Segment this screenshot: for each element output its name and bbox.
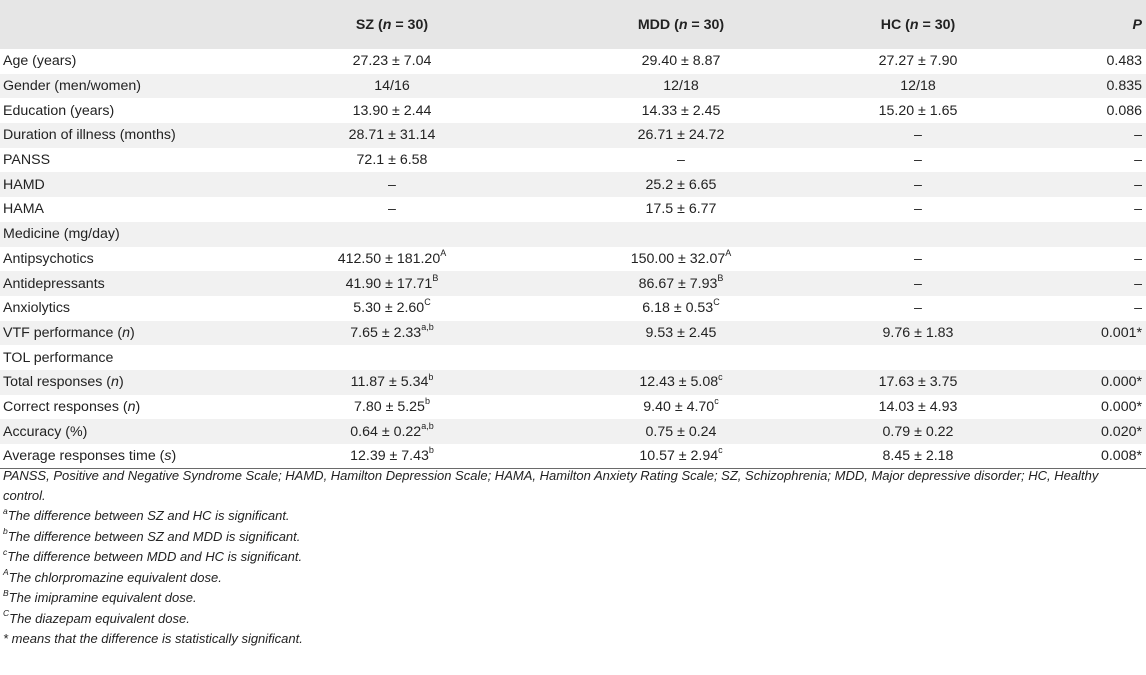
cell-p-value: 0.020* xyxy=(1100,423,1142,440)
cell-sz: – xyxy=(388,176,396,193)
row-label: Gender (men/women) xyxy=(3,78,141,95)
cell-sz: 14/16 xyxy=(374,78,410,95)
cell-sz: 7.80 ± 5.25$^b$ xyxy=(354,396,430,415)
row-label: PANSS xyxy=(3,152,51,169)
cell-sz: $0.64 \pm 0.22^{a,b}$ xyxy=(350,420,434,440)
cell-p-value: – xyxy=(1134,176,1142,193)
table-row xyxy=(0,222,1146,247)
cell-mdd: $6.18 \pm 0.53^C$ xyxy=(642,297,720,317)
footnote: $^C$The diazepam equivalent dose. xyxy=(3,608,190,626)
cell-p-value: – xyxy=(1134,127,1142,144)
row-label: Correct responses (n) xyxy=(3,398,141,415)
table-row xyxy=(0,419,1146,444)
cell-sz xyxy=(222,222,562,247)
table-row xyxy=(0,123,1146,148)
table-header-row xyxy=(0,0,1146,49)
cell-sz: $5.30 \pm 2.60^C$ xyxy=(353,297,431,317)
row-label: TOL performance xyxy=(3,349,114,366)
cell-mdd: 14.33 ± 2.45 xyxy=(641,102,721,119)
cell-mdd: – xyxy=(677,152,685,169)
cell-hc xyxy=(800,222,1036,247)
cell-mdd: 9.40 ± 4.70$^c$ xyxy=(643,396,719,415)
row-label: Medicine (mg/day) xyxy=(3,226,120,243)
table-row xyxy=(0,247,1146,272)
table-row xyxy=(0,321,1146,346)
cell-mdd: 29.40 ± 8.87 xyxy=(641,53,721,70)
cell-p-value: 0.000* xyxy=(1100,398,1142,415)
row-label: Education (years) xyxy=(3,102,115,119)
cell-sz: – xyxy=(388,201,396,218)
row-label: Accuracy (%) xyxy=(3,423,88,440)
row-label: Antipsychotics xyxy=(3,250,94,267)
header-p-value: P xyxy=(1132,16,1142,33)
cell-sz xyxy=(222,345,562,370)
cell-mdd: $86.67 \pm 7.93^B$ xyxy=(638,272,724,292)
cell-mdd: 12/18 xyxy=(663,78,699,95)
cell-p-value: – xyxy=(1134,300,1142,317)
table-row xyxy=(0,271,1146,296)
cell-mdd xyxy=(562,222,800,247)
cell-hc: 15.20 ± 1.65 xyxy=(878,102,958,119)
cell-hc: 17.63 ± 3.75 xyxy=(878,374,958,391)
footnote: $^A$The chlorpromazine equivalent dose. xyxy=(3,567,222,585)
table-row xyxy=(0,444,1146,469)
footnote: * means that the difference is statistically significant. xyxy=(3,631,303,646)
table-row xyxy=(0,49,1146,74)
cell-sz: 12.39 ± 7.43$^b$ xyxy=(350,445,434,465)
abbreviations-note: PANSS, Positive and Negative Syndrome Scale; HAMD, Hamilton Depression Scale; HAMA, Hamilton Anxiety Rating Scale; SZ, Schizophrenia; MDD, Major depressive disorder; HC, Healthy control. xyxy=(3,468,1099,503)
row-label: HAMD xyxy=(3,176,45,193)
cell-p-value: 0.483 xyxy=(1106,53,1142,70)
cell-hc: 8.45 ± 2.18 xyxy=(882,448,954,465)
row-label: Anxiolytics xyxy=(3,300,71,317)
row-label: VTF performance (n) xyxy=(3,324,135,341)
table-row xyxy=(0,172,1146,197)
cell-mdd: 26.71 ± 24.72 xyxy=(637,127,725,144)
cell-sz: $7.65 \pm 2.33^{a,b}$ xyxy=(350,322,434,341)
cell-sz: 11.87 ± 5.34$^b$ xyxy=(350,371,434,391)
cell-sz: 28.71 ± 31.14 xyxy=(348,127,436,144)
cell-mdd: $150.00 \pm 32.07^A$ xyxy=(630,248,732,267)
table-notes xyxy=(3,466,1141,650)
footnote: $^B$The imipramine equivalent dose. xyxy=(3,587,197,605)
table-row xyxy=(0,98,1146,123)
cell-hc: 0.79 ± 0.22 xyxy=(882,423,954,440)
cell-p-value: – xyxy=(1134,201,1142,218)
cell-p-value: 0.000* xyxy=(1100,374,1142,391)
header-variable xyxy=(0,0,222,49)
cell-mdd: 9.53 ± 2.45 xyxy=(645,324,717,341)
cell-hc: 27.27 ± 7.90 xyxy=(878,53,958,70)
row-label: HAMA xyxy=(3,201,44,218)
cell-mdd: 10.57 ± 2.94$^c$ xyxy=(639,445,723,465)
cell-hc: – xyxy=(914,275,922,292)
cell-p-value: – xyxy=(1134,250,1142,267)
header-mdd: MDD (n = 30) xyxy=(637,16,725,33)
row-label: Age (years) xyxy=(3,53,77,70)
cell-hc xyxy=(800,345,1036,370)
cell-sz: 72.1 ± 6.58 xyxy=(356,152,428,169)
row-label: Average responses time (s) xyxy=(3,448,177,465)
cell-hc: – xyxy=(914,250,922,267)
footnote: $^a$The difference between SZ and HC is significant. xyxy=(3,505,290,523)
cell-hc: 14.03 ± 4.93 xyxy=(878,398,958,415)
cell-hc: 12/18 xyxy=(900,78,936,95)
cell-p-value: 0.835 xyxy=(1106,78,1142,95)
row-label: Total responses (n) xyxy=(3,374,124,391)
cell-p-value: 0.086 xyxy=(1106,102,1142,119)
footnote: $^b$The difference between SZ and MDD is significant. xyxy=(3,526,301,544)
cell-p-value: 0.001* xyxy=(1100,324,1142,341)
cell-hc: – xyxy=(914,300,922,317)
cell-mdd xyxy=(562,345,800,370)
table-row xyxy=(0,345,1146,370)
cell-mdd: 25.2 ± 6.65 xyxy=(645,176,717,193)
cell-p-value: – xyxy=(1134,275,1142,292)
cell-hc: – xyxy=(914,127,922,144)
cell-p-value: – xyxy=(1134,152,1142,169)
cell-p-value xyxy=(1036,345,1146,370)
row-label: Antidepressants xyxy=(3,275,105,292)
footnote: $^c$The difference between MDD and HC is significant. xyxy=(3,546,303,564)
cell-sz: $41.90 \pm 17.71^B$ xyxy=(345,272,439,292)
cell-sz: 27.23 ± 7.04 xyxy=(352,53,432,70)
table-row xyxy=(0,197,1146,222)
table-row xyxy=(0,395,1146,420)
cell-hc: – xyxy=(914,176,922,193)
cell-mdd: 0.75 ± 0.24 xyxy=(645,423,717,440)
cell-hc: – xyxy=(914,201,922,218)
table-body xyxy=(0,49,1146,469)
header-hc: HC (n = 30) xyxy=(880,16,956,33)
cell-mdd: 12.43 ± 5.08$^c$ xyxy=(639,371,723,391)
cell-mdd: 17.5 ± 6.77 xyxy=(645,201,717,218)
table-row xyxy=(0,370,1146,395)
cell-sz: $412.50 \pm 181.20^A$ xyxy=(337,248,447,267)
cell-hc: – xyxy=(914,152,922,169)
table-row xyxy=(0,148,1146,173)
cell-p-value xyxy=(1036,222,1146,247)
table-row xyxy=(0,74,1146,99)
cell-sz: 13.90 ± 2.44 xyxy=(352,102,432,119)
footnote-list xyxy=(3,506,1141,650)
header-sz: SZ (n = 30) xyxy=(355,16,429,33)
cell-hc: 9.76 ± 1.83 xyxy=(882,324,954,341)
cell-p-value: 0.008* xyxy=(1100,448,1142,465)
table-row xyxy=(0,296,1146,321)
row-label: Duration of illness (months) xyxy=(3,127,176,144)
